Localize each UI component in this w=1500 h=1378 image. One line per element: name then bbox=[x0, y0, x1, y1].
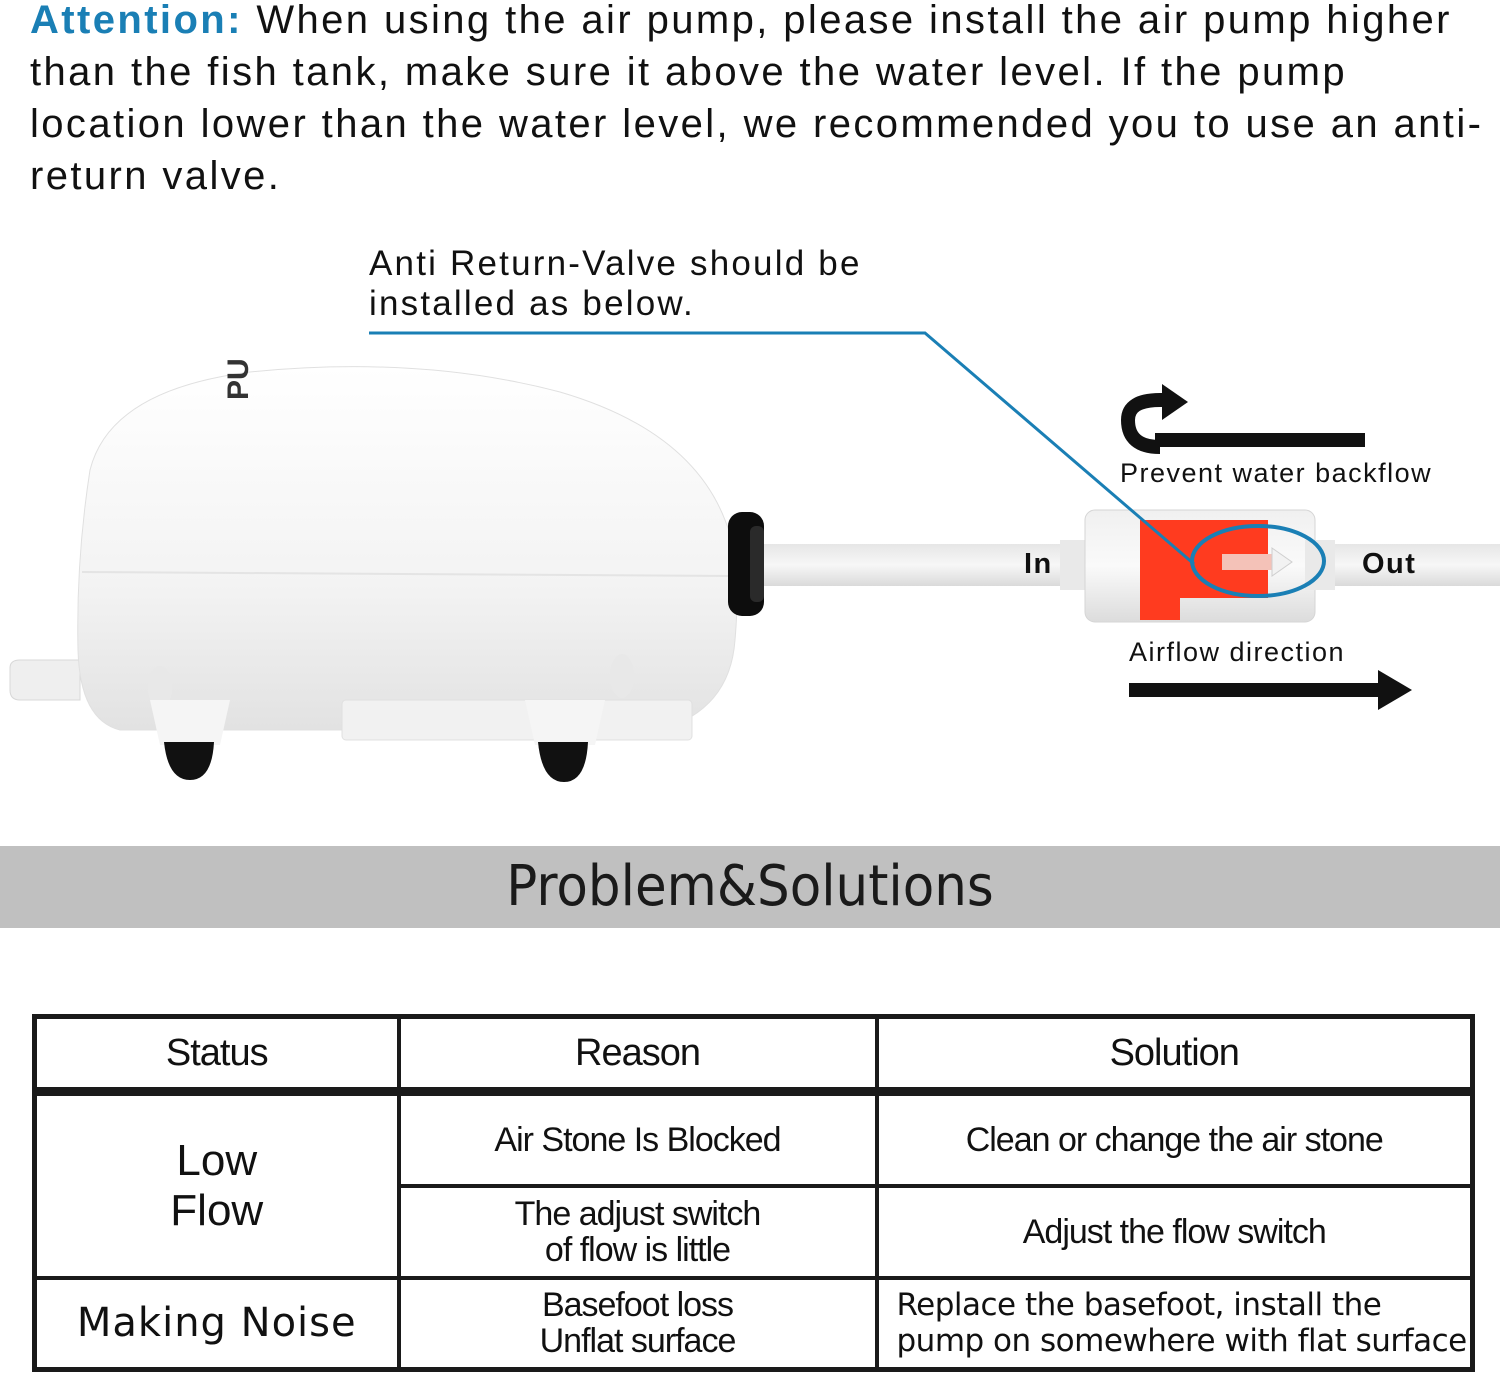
reason-line: of flow is little bbox=[544, 1230, 731, 1269]
pump-valve-illustration bbox=[0, 330, 1500, 830]
airflow-label: Airflow direction bbox=[1129, 637, 1346, 667]
pump-brand-text: PU bbox=[222, 358, 255, 400]
air-pump bbox=[10, 358, 764, 782]
reason-line: Basefoot loss bbox=[541, 1286, 734, 1325]
solution-line: Replace the basefoot, install the bbox=[896, 1287, 1382, 1324]
solution-line: pump on somewhere with flat surface bbox=[896, 1323, 1467, 1360]
problem-solutions-table bbox=[32, 1014, 1475, 1372]
attention-paragraph bbox=[30, 0, 1490, 202]
reason-cell: Air Stone Is Blocked bbox=[399, 1092, 877, 1186]
backflow-label: Prevent water backflow bbox=[1120, 458, 1433, 488]
status-line: Low bbox=[176, 1135, 258, 1185]
attention-text: When using the air pump, please install the air pump higher than the fish tank, make sure it above the water level. If the pump location lower than the water level, we recommended you to use an anti-return valve. bbox=[30, 0, 1484, 198]
reason-line: The adjust switch bbox=[514, 1194, 761, 1233]
status-cell-low-flow bbox=[35, 1092, 399, 1278]
callout-line-2: installed as below. bbox=[369, 284, 695, 323]
header-reason: Reason bbox=[399, 1017, 877, 1092]
header-status: Status bbox=[35, 1017, 399, 1092]
header-solution: Solution bbox=[877, 1017, 1473, 1092]
in-label: In bbox=[1024, 548, 1053, 580]
table-header-row bbox=[35, 1017, 1473, 1092]
callout-line-1: Anti Return-Valve should be bbox=[369, 244, 862, 283]
solution-cell bbox=[877, 1278, 1473, 1370]
problem-solutions-banner bbox=[0, 846, 1500, 928]
solution-cell: Clean or change the air stone bbox=[877, 1092, 1473, 1186]
table-row bbox=[35, 1278, 1473, 1370]
status-cell-making-noise: Making Noise bbox=[35, 1278, 399, 1370]
banner-title: Problem&Solutions bbox=[506, 854, 994, 919]
reason-cell bbox=[399, 1186, 877, 1278]
solution-cell: Adjust the flow switch bbox=[877, 1186, 1473, 1278]
status-line: Flow bbox=[170, 1185, 264, 1235]
airflow-arrow-icon bbox=[1129, 670, 1412, 710]
out-label: Out bbox=[1362, 548, 1417, 580]
backflow-arrow-icon bbox=[1128, 384, 1365, 447]
attention-lead: Attention: bbox=[30, 0, 243, 42]
check-valve bbox=[1060, 510, 1335, 622]
reason-line: Unflat surface bbox=[539, 1322, 736, 1361]
reason-cell bbox=[399, 1278, 877, 1370]
table-row bbox=[35, 1092, 1473, 1186]
callout-label bbox=[369, 244, 862, 324]
installation-diagram bbox=[0, 330, 1500, 830]
